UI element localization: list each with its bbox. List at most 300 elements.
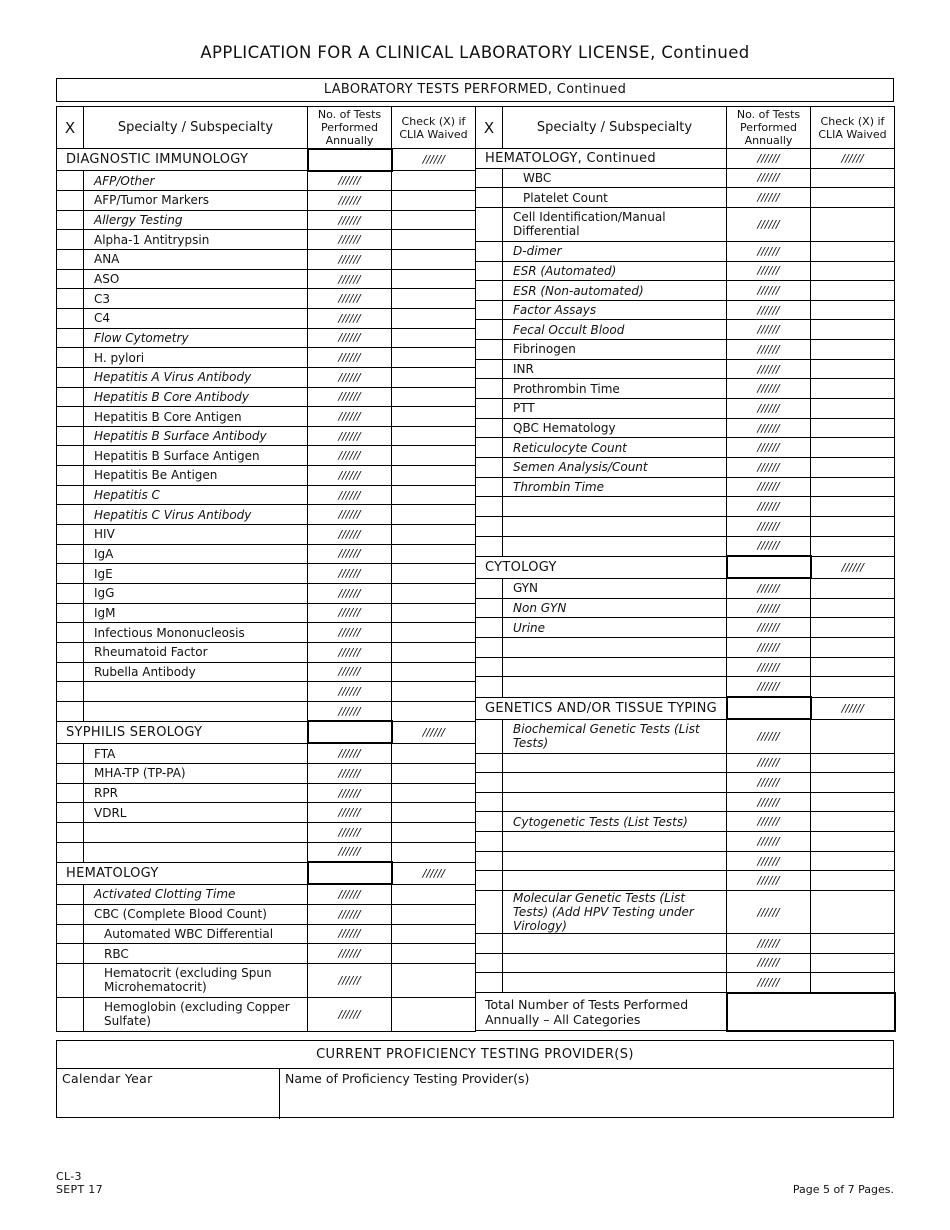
test-name: Rheumatoid Factor — [84, 642, 308, 662]
test-name: H. pylori — [84, 348, 308, 368]
check-cell[interactable] — [57, 842, 84, 862]
tests-table-right — [475, 106, 896, 1032]
check-cell[interactable] — [476, 497, 503, 517]
test-name: IgG — [84, 583, 308, 603]
check-cell[interactable] — [476, 281, 503, 301]
clia-check-cell[interactable] — [392, 884, 476, 904]
blank-test-entry[interactable] — [503, 753, 727, 773]
check-cell[interactable] — [57, 525, 84, 545]
check-cell[interactable] — [57, 823, 84, 843]
slash-mark: ////// — [308, 505, 392, 525]
slash-mark: ////// — [308, 348, 392, 368]
clia-check-cell[interactable] — [392, 764, 476, 784]
check-cell[interactable] — [57, 171, 84, 191]
check-cell[interactable] — [476, 953, 503, 973]
blank-test-entry[interactable] — [503, 677, 727, 697]
clia-check-cell[interactable] — [811, 536, 895, 556]
check-cell[interactable] — [476, 241, 503, 261]
provider-name-field[interactable] — [280, 1069, 893, 1119]
clia-check-cell[interactable] — [392, 997, 476, 1031]
check-cell[interactable] — [57, 328, 84, 348]
provider-name-label: Name of Proficiency Testing Provider(s) — [285, 1071, 530, 1086]
clia-check-cell[interactable] — [811, 792, 895, 812]
proficiency-testing-title: CURRENT PROFICIENCY TESTING PROVIDER(S) — [57, 1041, 893, 1069]
slash-mark: ////// — [308, 743, 392, 763]
tests-input[interactable] — [308, 149, 392, 171]
slash-mark: ////// — [308, 944, 392, 964]
blank-test-entry[interactable] — [503, 792, 727, 812]
test-name: IgA — [84, 544, 308, 564]
form-date: SEPT 17 — [56, 1183, 103, 1196]
test-name: AFP/Tumor Markers — [84, 191, 308, 211]
check-cell[interactable] — [57, 884, 84, 904]
slash-mark: ////// — [308, 485, 392, 505]
tests-input[interactable] — [727, 556, 811, 578]
test-name: AFP/Other — [84, 171, 308, 191]
clia-check-cell[interactable] — [811, 812, 895, 832]
clia-check-cell[interactable] — [392, 367, 476, 387]
specialty-genetics-tissue-typing: GENETICS AND/OR TISSUE TYPING — [476, 697, 727, 719]
col-x-header: X — [57, 107, 84, 149]
check-cell[interactable] — [57, 308, 84, 328]
clia-check-cell[interactable] — [811, 851, 895, 871]
slash-mark: ////// — [727, 438, 811, 458]
slash-mark: ////// — [727, 340, 811, 360]
check-cell[interactable] — [57, 250, 84, 270]
proficiency-testing-section — [56, 1040, 894, 1118]
check-cell[interactable] — [57, 623, 84, 643]
clia-check-cell[interactable] — [811, 973, 895, 993]
test-name: ANA — [84, 250, 308, 270]
check-cell[interactable] — [476, 773, 503, 793]
clia-check-cell[interactable] — [811, 340, 895, 360]
slash-mark: ////// — [308, 250, 392, 270]
test-name: MHA-TP (TP-PA) — [84, 764, 308, 784]
test-name: Platelet Count — [503, 188, 727, 208]
check-cell[interactable] — [476, 207, 503, 241]
clia-check-cell[interactable] — [392, 924, 476, 944]
check-cell[interactable] — [476, 457, 503, 477]
check-cell[interactable] — [57, 743, 84, 763]
tests-input[interactable] — [727, 697, 811, 719]
clia-check-cell[interactable] — [392, 348, 476, 368]
specialty-hematology: HEMATOLOGY — [57, 862, 308, 884]
clia-check-cell[interactable] — [392, 505, 476, 525]
test-name: Non GYN — [503, 598, 727, 618]
check-cell[interactable] — [476, 578, 503, 598]
clia-check-cell[interactable] — [811, 871, 895, 891]
slash-mark: ////// — [727, 207, 811, 241]
clia-check-cell[interactable] — [811, 497, 895, 517]
tests-input[interactable] — [308, 721, 392, 743]
check-cell[interactable] — [57, 783, 84, 803]
check-cell[interactable] — [476, 891, 503, 934]
clia-check-cell[interactable] — [392, 485, 476, 505]
blank-test-entry[interactable] — [503, 934, 727, 954]
check-cell[interactable] — [476, 477, 503, 497]
slash-mark: ////// — [811, 149, 895, 169]
clia-check-cell[interactable] — [392, 583, 476, 603]
slash-mark: ////// — [308, 662, 392, 682]
slash-mark: ////// — [308, 904, 392, 924]
slash-mark: ////// — [308, 682, 392, 702]
test-name: Rubella Antibody — [84, 662, 308, 682]
blank-test-entry[interactable] — [503, 973, 727, 993]
slash-mark: ////// — [308, 623, 392, 643]
check-cell[interactable] — [57, 642, 84, 662]
clia-check-cell[interactable] — [811, 891, 895, 934]
slash-mark: ////// — [727, 149, 811, 169]
test-name: RPR — [84, 783, 308, 803]
page-number: Page 5 of 7 Pages. — [792, 1183, 894, 1196]
test-name: INR — [503, 359, 727, 379]
clia-check-cell[interactable] — [811, 399, 895, 419]
slash-mark: ////// — [727, 753, 811, 773]
check-cell[interactable] — [57, 269, 84, 289]
test-name: VDRL — [84, 803, 308, 823]
clia-check-cell[interactable] — [811, 379, 895, 399]
slash-mark: ////// — [727, 261, 811, 281]
check-cell[interactable] — [476, 934, 503, 954]
test-name: Thrombin Time — [503, 477, 727, 497]
slash-mark: ////// — [727, 188, 811, 208]
check-cell[interactable] — [57, 583, 84, 603]
slash-mark: ////// — [727, 598, 811, 618]
clia-check-cell[interactable] — [811, 188, 895, 208]
test-name: Automated WBC Differential — [84, 924, 308, 944]
check-cell[interactable] — [476, 638, 503, 658]
form-footer — [56, 1170, 103, 1196]
check-cell[interactable] — [57, 803, 84, 823]
check-cell[interactable] — [57, 191, 84, 211]
test-name: RBC — [84, 944, 308, 964]
check-cell[interactable] — [57, 904, 84, 924]
check-cell[interactable] — [476, 359, 503, 379]
check-cell[interactable] — [476, 792, 503, 812]
check-cell[interactable] — [476, 261, 503, 281]
clia-check-cell[interactable] — [811, 261, 895, 281]
check-cell[interactable] — [476, 438, 503, 458]
clia-check-cell[interactable] — [392, 466, 476, 486]
clia-check-cell[interactable] — [811, 457, 895, 477]
check-cell[interactable] — [57, 348, 84, 368]
clia-check-cell[interactable] — [392, 269, 476, 289]
clia-check-cell[interactable] — [811, 719, 895, 753]
clia-check-cell[interactable] — [392, 191, 476, 211]
slash-mark: ////// — [727, 379, 811, 399]
slash-mark: ////// — [727, 618, 811, 638]
clia-check-cell[interactable] — [811, 657, 895, 677]
clia-check-cell[interactable] — [811, 832, 895, 852]
slash-mark: ////// — [727, 281, 811, 301]
test-name: IgE — [84, 564, 308, 584]
clia-check-cell[interactable] — [811, 953, 895, 973]
calendar-year-label: Calendar Year — [62, 1071, 153, 1086]
check-cell[interactable] — [57, 466, 84, 486]
check-cell[interactable] — [57, 944, 84, 964]
check-cell[interactable] — [57, 387, 84, 407]
clia-check-cell[interactable] — [811, 241, 895, 261]
slash-mark: ////// — [727, 934, 811, 954]
slash-mark: ////// — [727, 973, 811, 993]
slash-mark: ////// — [727, 168, 811, 188]
test-name: Hepatitis A Virus Antibody — [84, 367, 308, 387]
blank-test-entry[interactable] — [503, 871, 727, 891]
slash-mark: ////// — [308, 642, 392, 662]
clia-check-cell[interactable] — [392, 544, 476, 564]
clia-check-cell[interactable] — [811, 677, 895, 697]
clia-check-cell[interactable] — [811, 578, 895, 598]
slash-mark: ////// — [308, 525, 392, 545]
blank-test-entry[interactable] — [503, 953, 727, 973]
clia-check-cell[interactable] — [811, 618, 895, 638]
slash-mark: ////// — [308, 308, 392, 328]
test-name: Urine — [503, 618, 727, 638]
total-tests-input[interactable] — [727, 993, 895, 1031]
check-cell[interactable] — [476, 618, 503, 638]
clia-check-cell[interactable] — [392, 963, 476, 997]
clia-check-cell[interactable] — [392, 823, 476, 843]
clia-check-cell[interactable] — [392, 623, 476, 643]
slash-mark: ////// — [308, 446, 392, 466]
clia-check-cell[interactable] — [392, 525, 476, 545]
slash-mark: ////// — [727, 497, 811, 517]
clia-check-cell[interactable] — [392, 564, 476, 584]
slash-mark: ////// — [308, 367, 392, 387]
blank-test-entry[interactable] — [503, 638, 727, 658]
page-title: APPLICATION FOR A CLINICAL LABORATORY LICENSE, Continued — [200, 43, 750, 62]
col-tests-header: No. of Tests Performed Annually — [727, 107, 811, 149]
slash-mark: ////// — [727, 812, 811, 832]
check-cell[interactable] — [476, 516, 503, 536]
check-cell[interactable] — [476, 812, 503, 832]
check-cell[interactable] — [57, 701, 84, 721]
check-cell[interactable] — [476, 379, 503, 399]
test-name: CBC (Complete Blood Count) — [84, 904, 308, 924]
check-cell[interactable] — [476, 871, 503, 891]
slash-mark: ////// — [308, 583, 392, 603]
slash-mark: ////// — [308, 230, 392, 250]
slash-mark: ////// — [727, 871, 811, 891]
col-clia-header: Check (X) if CLIA Waived — [392, 107, 476, 149]
test-name: Hepatitis B Surface Antibody — [84, 426, 308, 446]
check-cell[interactable] — [476, 598, 503, 618]
test-name: C4 — [84, 308, 308, 328]
check-cell[interactable] — [57, 446, 84, 466]
clia-check-cell[interactable] — [811, 168, 895, 188]
clia-check-cell[interactable] — [811, 753, 895, 773]
check-cell[interactable] — [57, 230, 84, 250]
slash-mark: ////// — [308, 407, 392, 427]
test-name: Molecular Genetic Tests (List Tests) (Add HPV Testing under Virology) — [503, 891, 727, 934]
test-name: Factor Assays — [503, 300, 727, 320]
clia-check-cell[interactable] — [811, 359, 895, 379]
check-cell[interactable] — [57, 505, 84, 525]
slash-mark: ////// — [308, 387, 392, 407]
check-cell[interactable] — [476, 418, 503, 438]
check-cell[interactable] — [57, 367, 84, 387]
blank-test-entry[interactable] — [84, 682, 308, 702]
check-cell[interactable] — [476, 536, 503, 556]
clia-check-cell[interactable] — [392, 642, 476, 662]
slash-mark: ////// — [727, 851, 811, 871]
col-specialty-header: Specialty / Subspecialty — [503, 107, 727, 149]
slash-mark: ////// — [811, 697, 895, 719]
test-name: Hepatitis Be Antigen — [84, 466, 308, 486]
clia-check-cell[interactable] — [392, 210, 476, 230]
col-specialty-header: Specialty / Subspecialty — [84, 107, 308, 149]
check-cell[interactable] — [476, 399, 503, 419]
blank-test-entry[interactable] — [84, 842, 308, 862]
test-name: Hepatitis C Virus Antibody — [84, 505, 308, 525]
check-cell[interactable] — [57, 426, 84, 446]
clia-check-cell[interactable] — [392, 407, 476, 427]
slash-mark: ////// — [308, 171, 392, 191]
check-cell[interactable] — [57, 924, 84, 944]
tests-input[interactable] — [308, 862, 392, 884]
blank-test-entry[interactable] — [84, 701, 308, 721]
clia-check-cell[interactable] — [811, 773, 895, 793]
check-cell[interactable] — [57, 764, 84, 784]
clia-check-cell[interactable] — [392, 904, 476, 924]
slash-mark: ////// — [308, 823, 392, 843]
check-cell[interactable] — [476, 677, 503, 697]
check-cell[interactable] — [57, 289, 84, 309]
clia-check-cell[interactable] — [811, 516, 895, 536]
check-cell[interactable] — [476, 753, 503, 773]
test-name: Cytogenetic Tests (List Tests) — [503, 812, 727, 832]
clia-check-cell[interactable] — [392, 426, 476, 446]
specialty-syphilis-serology: SYPHILIS SEROLOGY — [57, 721, 308, 743]
slash-mark: ////// — [308, 466, 392, 486]
clia-check-cell[interactable] — [392, 446, 476, 466]
blank-test-entry[interactable] — [503, 536, 727, 556]
check-cell[interactable] — [57, 564, 84, 584]
blank-test-entry[interactable] — [503, 497, 727, 517]
clia-check-cell[interactable] — [392, 842, 476, 862]
clia-check-cell[interactable] — [392, 603, 476, 623]
slash-mark: ////// — [308, 328, 392, 348]
clia-check-cell[interactable] — [392, 230, 476, 250]
clia-check-cell[interactable] — [392, 701, 476, 721]
clia-check-cell[interactable] — [392, 783, 476, 803]
check-cell[interactable] — [57, 603, 84, 623]
test-name: Hepatitis B Core Antibody — [84, 387, 308, 407]
test-name: HIV — [84, 525, 308, 545]
slash-mark: ////// — [308, 963, 392, 997]
check-cell[interactable] — [476, 320, 503, 340]
clia-check-cell[interactable] — [811, 638, 895, 658]
slash-mark: ////// — [308, 603, 392, 623]
blank-test-entry[interactable] — [503, 773, 727, 793]
blank-test-entry[interactable] — [503, 516, 727, 536]
clia-check-cell[interactable] — [811, 281, 895, 301]
clia-check-cell[interactable] — [811, 207, 895, 241]
col-tests-header: No. of Tests Performed Annually — [308, 107, 392, 149]
check-cell[interactable] — [476, 340, 503, 360]
clia-check-cell[interactable] — [392, 682, 476, 702]
clia-check-cell[interactable] — [811, 598, 895, 618]
blank-test-entry[interactable] — [503, 851, 727, 871]
test-name: D-dimer — [503, 241, 727, 261]
slash-mark: ////// — [727, 773, 811, 793]
clia-check-cell[interactable] — [811, 300, 895, 320]
slash-mark: ////// — [727, 516, 811, 536]
col-clia-header: Check (X) if CLIA Waived — [811, 107, 895, 149]
check-cell[interactable] — [476, 657, 503, 677]
check-cell[interactable] — [57, 544, 84, 564]
check-cell[interactable] — [476, 188, 503, 208]
clia-check-cell[interactable] — [392, 171, 476, 191]
test-name: GYN — [503, 578, 727, 598]
blank-test-entry[interactable] — [503, 657, 727, 677]
blank-test-entry[interactable] — [84, 823, 308, 843]
test-name: PTT — [503, 399, 727, 419]
check-cell[interactable] — [57, 485, 84, 505]
check-cell[interactable] — [476, 973, 503, 993]
slash-mark: ////// — [727, 320, 811, 340]
clia-check-cell[interactable] — [392, 387, 476, 407]
test-name: Hepatitis B Core Antigen — [84, 407, 308, 427]
test-name: Hematocrit (excluding Spun Microhematocrit) — [84, 963, 308, 997]
clia-check-cell[interactable] — [811, 320, 895, 340]
test-name: ESR (Non-automated) — [503, 281, 727, 301]
slash-mark: ////// — [727, 953, 811, 973]
test-name: Alpha-1 Antitrypsin — [84, 230, 308, 250]
clia-check-cell[interactable] — [392, 308, 476, 328]
clia-check-cell[interactable] — [392, 803, 476, 823]
check-cell[interactable] — [476, 851, 503, 871]
check-cell[interactable] — [476, 300, 503, 320]
check-cell[interactable] — [57, 662, 84, 682]
test-name: Fibrinogen — [503, 340, 727, 360]
check-cell[interactable] — [57, 407, 84, 427]
clia-check-cell[interactable] — [392, 944, 476, 964]
slash-mark: ////// — [727, 457, 811, 477]
test-name: Activated Clotting Time — [84, 884, 308, 904]
slash-mark: ////// — [727, 578, 811, 598]
slash-mark: ////// — [727, 719, 811, 753]
check-cell[interactable] — [476, 832, 503, 852]
slash-mark: ////// — [308, 842, 392, 862]
clia-check-cell[interactable] — [392, 743, 476, 763]
clia-check-cell[interactable] — [811, 934, 895, 954]
check-cell[interactable] — [57, 963, 84, 997]
blank-test-entry[interactable] — [503, 832, 727, 852]
slash-mark: ////// — [727, 399, 811, 419]
clia-check-cell[interactable] — [392, 250, 476, 270]
calendar-year-field[interactable] — [57, 1069, 280, 1119]
slash-mark: ////// — [727, 677, 811, 697]
check-cell[interactable] — [57, 210, 84, 230]
clia-check-cell[interactable] — [811, 477, 895, 497]
clia-check-cell[interactable] — [811, 418, 895, 438]
clia-check-cell[interactable] — [392, 289, 476, 309]
slash-mark: ////// — [727, 300, 811, 320]
clia-check-cell[interactable] — [811, 438, 895, 458]
specialty-hematology-continued: HEMATOLOGY, Continued — [476, 149, 727, 169]
check-cell[interactable] — [476, 168, 503, 188]
test-name: ESR (Automated) — [503, 261, 727, 281]
test-name: FTA — [84, 743, 308, 763]
check-cell[interactable] — [476, 719, 503, 753]
clia-check-cell[interactable] — [392, 328, 476, 348]
slash-mark: ////// — [727, 832, 811, 852]
clia-check-cell[interactable] — [392, 662, 476, 682]
check-cell[interactable] — [57, 997, 84, 1031]
check-cell[interactable] — [57, 682, 84, 702]
test-name: WBC — [503, 168, 727, 188]
